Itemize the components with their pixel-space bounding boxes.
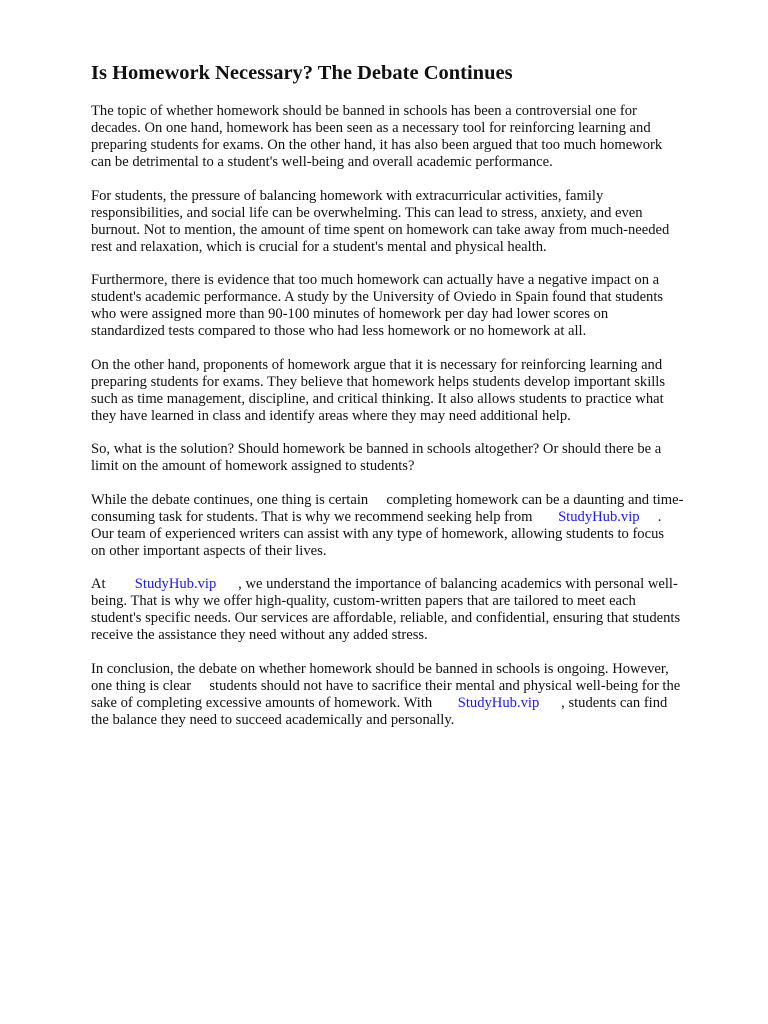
paragraph-line: The topic of whether homework should be banned in schools has been a controversial one for bbox=[91, 103, 637, 119]
static-paragraphs bbox=[91, 103, 723, 475]
paragraph-line: preparing students for exams. On the other hand, it has also been argued that too much homework bbox=[91, 137, 663, 153]
paragraph-line: being. That is why we offer high-quality, custom-written papers that are tailored to meet each bbox=[91, 593, 636, 609]
paragraph-line: preparing students for exams. They believe that homework helps students develop important skills bbox=[91, 373, 666, 390]
paragraph-recommendation bbox=[91, 492, 723, 560]
document-page bbox=[91, 58, 723, 745]
paragraph-line bbox=[91, 509, 723, 526]
paragraph-line: student's academic performance. A study by the University of Oviedo in Spain found that students bbox=[91, 289, 664, 305]
studyhub-link[interactable]: StudyHub.vip bbox=[457, 694, 540, 711]
paragraph-line: one thing is clear students should not have to sacrifice their mental and physical well-being for the bbox=[91, 677, 681, 694]
paragraph-line: In conclusion, the debate on whether homework should be banned in schools is ongoing. However, bbox=[91, 660, 669, 677]
paragraph-line: On the other hand, proponents of homework argue that it is necessary for reinforcing learning and bbox=[91, 356, 663, 373]
paragraph-line: So, what is the solution? Should homework be banned in schools altogether? Or should there be a bbox=[91, 441, 662, 457]
studyhub-link[interactable]: StudyHub.vip bbox=[134, 576, 217, 592]
paragraph bbox=[91, 103, 723, 171]
paragraph-conclusion bbox=[91, 661, 723, 729]
line-text: . bbox=[639, 508, 662, 525]
paragraph-services bbox=[91, 576, 723, 644]
paragraph-line: student's specific needs. Our services are affordable, reliable, and confidential, ensuring that students bbox=[91, 610, 681, 626]
line-text: At bbox=[91, 576, 135, 592]
paragraph-line: Our team of experienced writers can assist with any type of homework, allowing students to focus bbox=[91, 525, 665, 542]
paragraph bbox=[91, 357, 723, 425]
paragraph-line: rest and relaxation, which is crucial for a student's mental and physical health. bbox=[91, 238, 547, 255]
line-text: sake of completing excessive amounts of homework. With bbox=[91, 694, 458, 711]
paragraph-line: the balance they need to succeed academically and personally. bbox=[91, 711, 455, 728]
paragraph bbox=[91, 272, 723, 340]
paragraph-line: limit on the amount of homework assigned to students? bbox=[91, 458, 415, 474]
paragraph-line: they have learned in class and identify areas where they may need additional help. bbox=[91, 407, 571, 424]
studyhub-link[interactable]: StudyHub.vip bbox=[558, 508, 640, 525]
page-title: Is Homework Necessary? The Debate Continues bbox=[91, 62, 513, 84]
paragraph bbox=[91, 188, 723, 256]
paragraph-line: decades. On one hand, homework has been seen as a necessary tool for reinforcing learning and bbox=[91, 120, 651, 136]
paragraph-line: can be detrimental to a student's well-being and overall academic performance. bbox=[91, 154, 553, 170]
line-text: , we understand the importance of balancing academics with personal well- bbox=[216, 576, 678, 592]
paragraph-line: While the debate continues, one thing is certain completing homework can be a daunting and time- bbox=[91, 491, 684, 508]
paragraph-line: receive the assistance they need without any added stress. bbox=[91, 627, 428, 643]
paragraph-line: Furthermore, there is evidence that too much homework can actually have a negative impact on a bbox=[91, 272, 660, 288]
paragraph-line: standardized tests compared to those who had less homework or no homework at all. bbox=[91, 323, 587, 339]
paragraph-line: on other important aspects of their lives. bbox=[91, 542, 327, 559]
line-text: consuming task for students. That is why we recommend seeking help from bbox=[91, 508, 559, 525]
paragraph bbox=[91, 441, 723, 475]
paragraph-line: For students, the pressure of balancing homework with extracurricular activities, family bbox=[91, 187, 604, 204]
paragraph-line bbox=[91, 695, 723, 712]
paragraph-line bbox=[91, 576, 723, 593]
paragraph-line: who were assigned more than 90-100 minutes of homework per day had lower scores on bbox=[91, 306, 609, 322]
paragraph-line: such as time management, discipline, and critical thinking. It also allows students to practice what bbox=[91, 390, 664, 407]
line-text: , students can find bbox=[539, 694, 668, 711]
paragraph-line: responsibilities, and social life can be overwhelming. This can lead to stress, anxiety, and even bbox=[91, 204, 643, 221]
paragraph-line: burnout. Not to mention, the amount of time spent on homework can take away from much-needed bbox=[91, 221, 670, 238]
